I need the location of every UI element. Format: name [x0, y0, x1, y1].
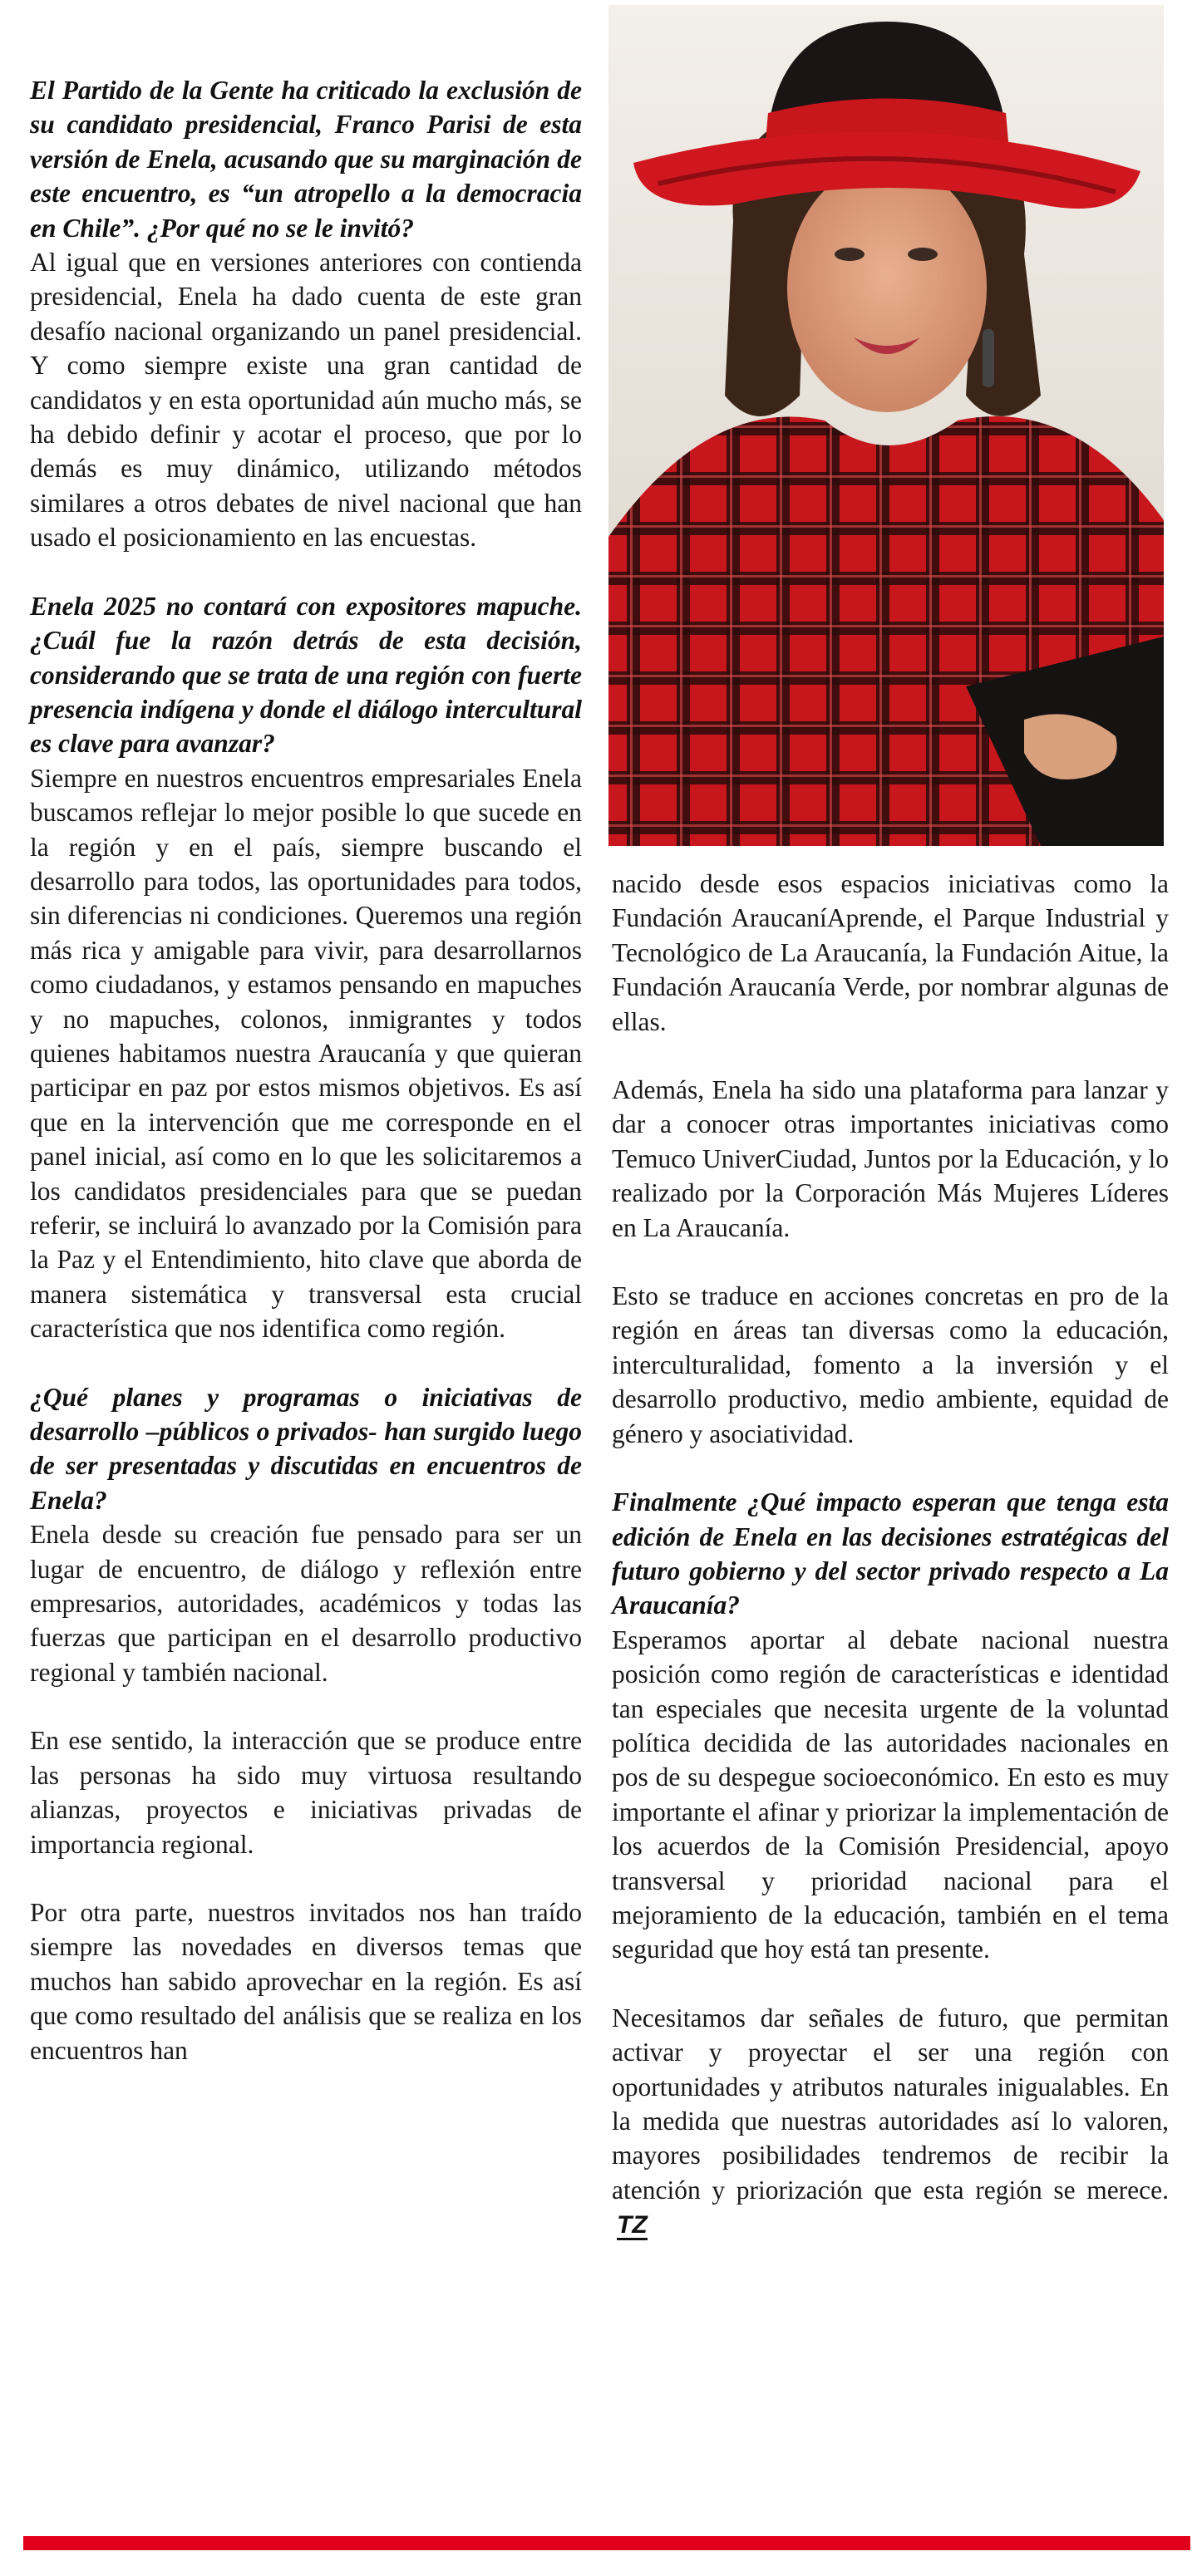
answer-4-part-1: Esperamos aportar al debate nacional nuestra posición como región de características e identidad tan especiales que necesita urgente de la voluntad política decidida de las autoridades nacionales en pos de su despegue socioeconómico. En esto es muy importante el afinar y priorizar la implementación de los acuerdos de la Comisión Presidencial, apoyo transversal y prioridad nacional para el mejoramiento de la educación, también en el tema seguridad que hoy está tan presente.: [612, 1625, 1169, 1964]
answer-3-part-3: Por otra parte, nuestros invitados nos han traído siempre las novedades en diversos temas que muchos han sabido aprovechar en la región. Es así que como resultado del análisis que se realiza en los encuentros han: [30, 1897, 582, 2065]
question-3: ¿Qué planes y programas o iniciativas de desarrollo –públicos o privados- han surgido luego de ser presentadas y discutidas en encuentros de Enela?: [30, 1382, 582, 1515]
left-column: [30, 73, 582, 2067]
paragraph-gap: [612, 1039, 1169, 1073]
answer-3-part-4: Además, Enela ha sido una plataforma para lanzar y dar a conocer otras importantes iniciativas como Temuco UniverCiudad, Juntos por la Educación, y lo realizado por la Corporación Más Mujeres Líderes en La Araucanía.: [612, 1075, 1169, 1242]
answer-3-part-5: Esto se traduce en acciones concretas en pro de la región en áreas tan diversas como la educación, interculturalidad, fomento a la inversión y el desarrollo productivo, medio ambiente, equidad de género y asociatividad.: [612, 1281, 1169, 1448]
paragraph-gap: [612, 1967, 1169, 2001]
photo-illustration: [608, 5, 1164, 846]
question-2: Enela 2025 no contará con expositores mapuche. ¿Cuál fue la razón detrás de esta decisión, considerando que se trata de una región con fuerte presencia indígena y donde el diálogo intercultural es clave para avanzar?: [30, 591, 582, 759]
paragraph-gap: [612, 1451, 1169, 1485]
answer-2: Siempre en nuestros encuentros empresariales Enela buscamos reflejar lo mejor posible lo que sucede en la región y en el país, siempre buscando el desarrollo para todos, las oportunidades para todos, sin diferencias ni condiciones. Queremos una región más rica y amigable para vivir, para desarrollarnos como ciudadanos, y estamos pensando en mapuches y no mapuches, colonos, inmigrantes y todos quienes habitamos nuestra Araucanía y que quieran participar en paz por estos mismos objetivos. Es así que en la intervención que me corresponde en el panel inicial, así como en lo que les solicitaremos a los candidatos presidenciales para que se puedan referir, se incluirá lo avanzado por la Comisión para la Paz y el Entendimiento, hito clave que aborda de manera sistemática y transversal esta crucial característica que nos identifica como región.: [30, 763, 582, 1344]
paragraph-gap: [612, 1245, 1169, 1279]
end-mark-logo: TZ: [617, 2211, 648, 2239]
bottom-red-rule: [23, 2536, 1190, 2550]
answer-1: Al igual que en versiones anteriores con contienda presidencial, Enela ha dado cuenta de este gran desafío nacional organizando un panel presidencial. Y como siempre existe una gran cantidad de candidatos y en esta oportunidad aún mucho más, se ha debido definir y acotar el proceso, que por lo demás es muy dinámico, utilizando métodos similares a otros debates de nivel nacional que han usado el posicionamiento en las encuestas.: [30, 248, 582, 553]
closing-paragraph-text: Necesitamos dar señales de futuro, que permitan activar y proyectar el ser una región con oportunidades y atributos naturales inigualables. En la medida que nuestras autoridades así lo valoren, mayores posibilidades tendremos de recibir la atención y priorización que esta región se merece.: [612, 2003, 1169, 2205]
answer-4-part-2: [612, 2001, 1169, 2242]
answer-3-continued: nacido desde esos espacios iniciativas como la Fundación AraucaníAprende, el Parque Industrial y Tecnológico de La Araucanía, la Fundación Aitue, la Fundación Araucanía Verde, por nombrar algunas de ellas.: [612, 869, 1169, 1036]
paragraph-gap: [30, 1861, 582, 1895]
right-column: [612, 867, 1169, 2242]
answer-3-part-2: En ese sentido, la interacción que se produce entre las personas ha sido muy virtuosa resultando alianzas, proyectos e iniciativas privadas de importancia regional.: [30, 1726, 582, 1859]
answer-3-part-1: Enela desde su creación fue pensado para ser un lugar de encuentro, de diálogo y reflexión entre empresarios, autoridades, académicos y todas las fuerzas que participan en el desarrollo productivo regional y también nacional.: [30, 1520, 582, 1687]
paragraph-gap: [30, 555, 582, 589]
interviewee-photo: [608, 5, 1164, 846]
paragraph-gap: [30, 1689, 582, 1723]
question-4: Finalmente ¿Qué impacto esperan que tenga esta edición de Enela en las decisiones estratégicas del futuro gobierno y del sector privado respecto a La Araucanía?: [612, 1487, 1169, 1620]
question-1: El Partido de la Gente ha criticado la exclusión de su candidato presidencial, Franco Parisi de esta versión de Enela, acusando que su marginación de este encuentro, es “un atropello a la democracia en Chile”. ¿Por qué no se le invitó?: [30, 76, 582, 243]
paragraph-gap: [30, 1346, 582, 1380]
